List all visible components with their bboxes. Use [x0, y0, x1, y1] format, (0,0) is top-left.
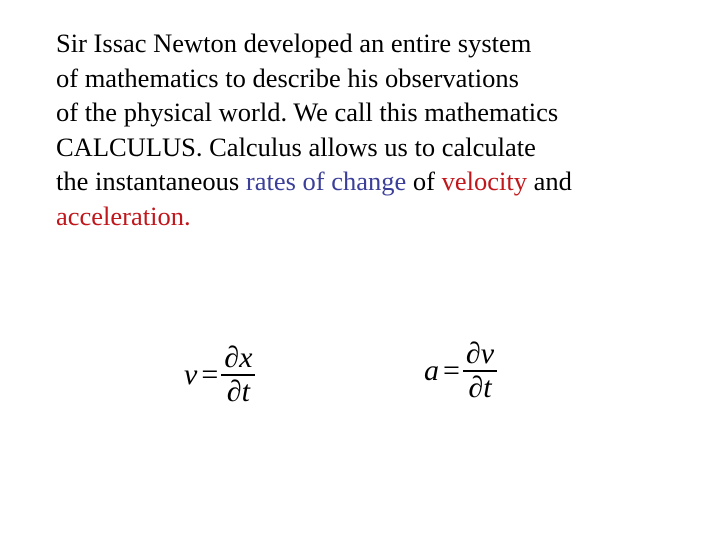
velocity-formula — [184, 342, 255, 408]
acceleration-symbol: a — [424, 353, 439, 387]
line5-text-after: and — [526, 166, 572, 196]
partial-symbol: ∂ — [224, 341, 240, 374]
fraction-numerator — [221, 342, 255, 374]
line5-text-before: the instantaneous — [56, 166, 246, 196]
velocity-symbol: v — [184, 357, 198, 391]
acceleration-fraction — [463, 338, 497, 404]
intro-paragraph — [56, 26, 706, 233]
line5-text-middle: of — [406, 166, 442, 196]
paragraph-line-4: CALCULUS. Calculus allows us to calculate — [56, 131, 536, 162]
paragraph-line-5 — [56, 164, 706, 199]
acceleration-formula — [424, 338, 497, 404]
velocity-fraction — [221, 342, 255, 408]
partial-symbol: ∂ — [468, 370, 484, 404]
paragraph-line-2: of mathematics to describe his observations — [56, 62, 519, 93]
highlight-rates-of-change: rates of change — [245, 166, 407, 196]
partial-symbol: ∂ — [226, 374, 242, 408]
equals-sign: = — [201, 357, 219, 391]
fraction-numerator — [463, 338, 497, 370]
fraction-denominator — [465, 372, 494, 404]
denominator-variable: t — [241, 374, 250, 408]
numerator-variable: x — [239, 341, 253, 374]
partial-symbol: ∂ — [465, 337, 481, 370]
denominator-variable: t — [483, 370, 492, 404]
fraction-denominator — [224, 376, 253, 408]
highlight-velocity: velocity — [441, 166, 527, 196]
paragraph-line-1: Sir Issac Newton developed an entire system — [56, 28, 532, 58]
paragraph-line-6-acceleration: acceleration. — [56, 200, 191, 231]
equals-sign: = — [443, 353, 460, 387]
numerator-variable: v — [480, 337, 495, 370]
paragraph-line-3: of the physical world. We call this mathematics — [56, 97, 559, 127]
